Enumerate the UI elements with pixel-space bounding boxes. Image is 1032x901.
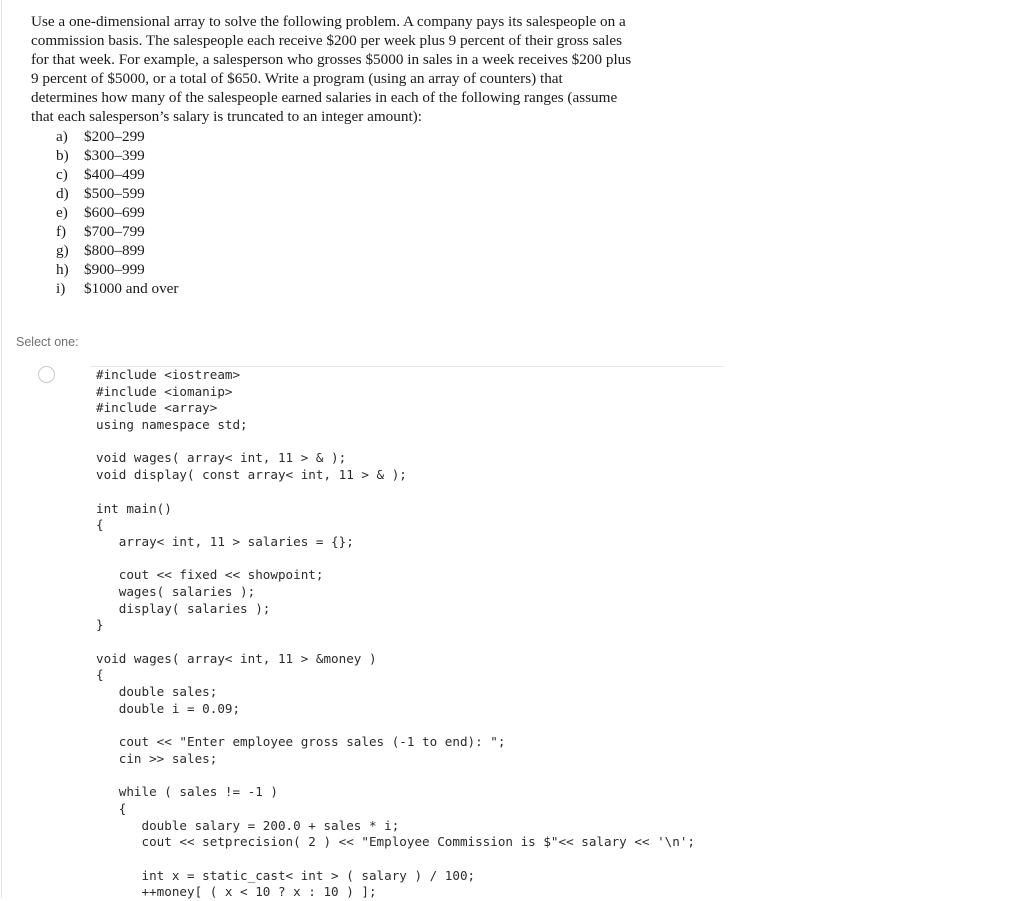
question-line: 9 percent of $5000, or a total of $650. Write a program (using an array of counters) that — [31, 70, 563, 87]
code-line: while ( sales != -1 ) — [96, 784, 278, 800]
range-item — [56, 222, 178, 241]
code-line: ++money[ ( x < 10 ? x : 10 ) ]; — [96, 884, 377, 900]
code-line: void wages( array< int, 11 > & ); — [96, 450, 347, 466]
code-line: double sales; — [96, 684, 218, 700]
range-letter: a) — [56, 128, 68, 145]
code-line: { — [96, 800, 127, 816]
code-line: } — [96, 617, 104, 633]
code-line: #include <array> — [96, 400, 218, 416]
range-letter: h) — [56, 261, 69, 278]
code-line — [96, 434, 695, 451]
range-item — [56, 203, 178, 222]
code-line: array< int, 11 > salaries = {}; — [96, 533, 354, 549]
question-line: commission basis. The salespeople each receive $200 per week plus 9 percent of their gross sales — [31, 32, 623, 49]
range-letter: c) — [56, 166, 68, 183]
question-line: Use a one-dimensional array to solve the following problem. A company pays its salespeople on a — [31, 13, 626, 30]
salary-range-list — [56, 127, 178, 298]
code-line — [96, 851, 695, 868]
code-line — [96, 484, 695, 501]
content-left-border — [1, 0, 2, 898]
range-text: $600–699 — [84, 204, 145, 221]
range-item — [56, 146, 178, 165]
range-letter: d) — [56, 185, 69, 202]
range-text: $700–799 — [84, 223, 145, 240]
range-text: $800–899 — [84, 242, 145, 259]
code-line: int x = static_cast< int > ( salary ) / 100; — [96, 867, 476, 883]
code-line — [96, 634, 695, 651]
question-text — [31, 12, 711, 126]
range-letter: i) — [56, 280, 66, 297]
code-line: double salary = 200.0 + sales * i; — [96, 817, 400, 833]
range-letter: e) — [56, 204, 68, 221]
code-line: int main() — [96, 500, 172, 516]
code-line: wages( salaries ); — [96, 583, 256, 599]
code-line — [96, 551, 695, 568]
code-line: cout << fixed << showpoint; — [96, 567, 324, 583]
range-text: $400–499 — [84, 166, 145, 183]
code-line: double i = 0.09; — [96, 700, 241, 716]
answer-option-code[interactable] — [96, 367, 695, 901]
question-line: determines how many of the salespeople earned salaries in each of the following ranges (assume — [31, 89, 618, 106]
code-line: void wages( array< int, 11 > &money ) — [96, 650, 377, 666]
code-line: cout << "Enter employee gross sales (-1 to end): "; — [96, 734, 506, 750]
range-item — [56, 165, 178, 184]
range-text: $1000 and over — [84, 280, 179, 297]
code-line: using namespace std; — [96, 417, 248, 433]
question-line: for that week. For example, a salesperson who grosses $5000 in sales in a week receives $200 plus — [31, 51, 632, 68]
code-line: { — [96, 517, 104, 533]
answer-option-radio[interactable] — [38, 366, 55, 383]
range-letter: f) — [56, 223, 67, 240]
code-line: display( salaries ); — [96, 600, 271, 616]
code-line — [96, 717, 695, 734]
code-line: void display( const array< int, 11 > & ); — [96, 467, 407, 483]
code-line: #include <iomanip> — [96, 383, 233, 399]
code-line: cin >> sales; — [96, 750, 218, 766]
range-text: $500–599 — [84, 185, 145, 202]
range-item — [56, 260, 178, 279]
code-line — [96, 768, 695, 785]
code-line: cout << setprecision( 2 ) << "Employee Commission is $"<< salary << '\n'; — [96, 834, 695, 850]
range-text: $900–999 — [84, 261, 145, 278]
range-text: $200–299 — [84, 128, 145, 145]
range-letter: g) — [56, 242, 69, 259]
code-line: { — [96, 667, 104, 683]
range-item — [56, 241, 178, 260]
question-line: that each salesperson’s salary is truncated to an integer amount): — [31, 108, 422, 125]
range-item — [56, 184, 178, 203]
range-item — [56, 127, 178, 146]
select-one-label: Select one: — [16, 335, 79, 349]
range-letter: b) — [56, 147, 69, 164]
range-text: $300–399 — [84, 147, 145, 164]
range-item — [56, 279, 178, 298]
code-line: #include <iostream> — [96, 367, 241, 382]
